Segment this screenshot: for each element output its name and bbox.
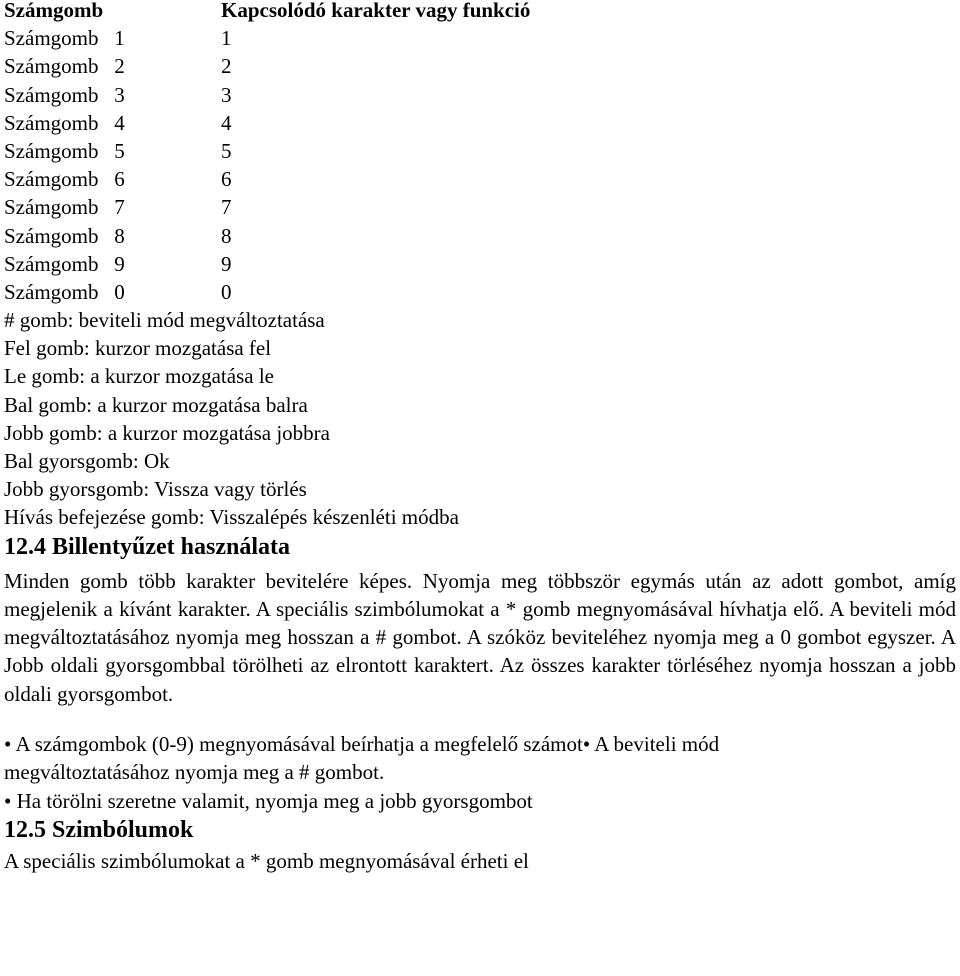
key-name: Számgomb 4	[4, 110, 125, 135]
key-row	[4, 193, 956, 221]
key-name: Számgomb 9	[4, 251, 125, 276]
key-value: 0	[221, 279, 232, 304]
key-table-header	[4, 0, 956, 24]
key-row	[4, 278, 956, 306]
section-heading-keyboard-usage: 12.4 Billentyűzet használata	[4, 533, 290, 560]
key-row	[4, 165, 956, 193]
symbols-text: A speciális szimbólumokat a * gomb megnyomásával érheti el	[4, 848, 529, 873]
key-value: 5	[221, 138, 232, 163]
key-name: Számgomb 5	[4, 138, 125, 163]
function-line: Jobb gyorsgomb: Vissza vagy törlés	[4, 477, 307, 502]
bullet-line-continuation: megváltoztatásához nyomja meg a # gombot.	[4, 760, 385, 785]
section-heading-symbols: 12.5 Szimbólumok	[4, 816, 194, 843]
function-line: # gomb: beviteli mód megváltoztatása	[4, 308, 325, 333]
function-line: Le gomb: a kurzor mozgatása le	[4, 364, 274, 389]
key-name: Számgomb 2	[4, 54, 125, 79]
key-value: 8	[221, 223, 232, 248]
function-line: Hívás befejezése gomb: Visszalépés készenléti módba	[4, 505, 459, 530]
key-name: Számgomb 0	[4, 279, 125, 304]
key-row	[4, 137, 956, 165]
key-row	[4, 250, 956, 278]
key-row	[4, 52, 956, 80]
key-table	[4, 0, 956, 532]
bullet-line: • A számgombok (0-9) megnyomásával beírhatja a megfelelő számot• A beviteli mód	[4, 732, 720, 757]
key-name: Számgomb 6	[4, 167, 125, 192]
key-row	[4, 24, 956, 52]
key-value: 7	[221, 195, 232, 220]
bullet-line: • Ha törölni szeretne valamit, nyomja meg a jobb gyorsgombot	[4, 788, 533, 813]
key-row	[4, 109, 956, 137]
bullet-list	[4, 730, 956, 815]
key-row	[4, 222, 956, 250]
key-row	[4, 81, 956, 109]
key-name: Számgomb 8	[4, 223, 125, 248]
function-line: Jobb gomb: a kurzor mozgatása jobbra	[4, 420, 330, 445]
function-line: Bal gyorsgomb: Ok	[4, 449, 170, 473]
key-value: 4	[221, 110, 232, 135]
keyboard-usage-paragraph: Minden gomb több karakter bevitelére képes. Nyomja meg többször egymás után az adott gombot, amíg megjelenik a kívánt karakter. A speciális szimbólumokat a * gomb megnyomásával hívhatja elő. A beviteli mód megváltoztatásához nyomja meg hosszan a # gombot. A szóköz beviteléhez nyomja meg a 0 gombot egyszer. A Jobb oldali gyorsgombbal törölheti az elrontott karaktert. Az összes karakter törléséhez nyomja hosszan a jobb oldali gyorsgombot.	[4, 568, 956, 706]
header-key-column: Számgomb	[4, 0, 104, 22]
key-value: 2	[221, 54, 232, 79]
key-name: Számgomb 3	[4, 82, 125, 107]
key-name: Számgomb 7	[4, 195, 125, 220]
key-value: 3	[221, 82, 232, 107]
function-line: Fel gomb: kurzor mozgatása fel	[4, 336, 272, 361]
key-name: Számgomb 1	[4, 26, 125, 51]
key-value: 6	[221, 167, 232, 192]
function-line: Bal gomb: a kurzor mozgatása balra	[4, 392, 308, 417]
header-function-column: Kapcsolódó karakter vagy funkció	[221, 0, 531, 22]
key-value: 9	[221, 251, 232, 276]
key-value: 1	[221, 26, 232, 51]
